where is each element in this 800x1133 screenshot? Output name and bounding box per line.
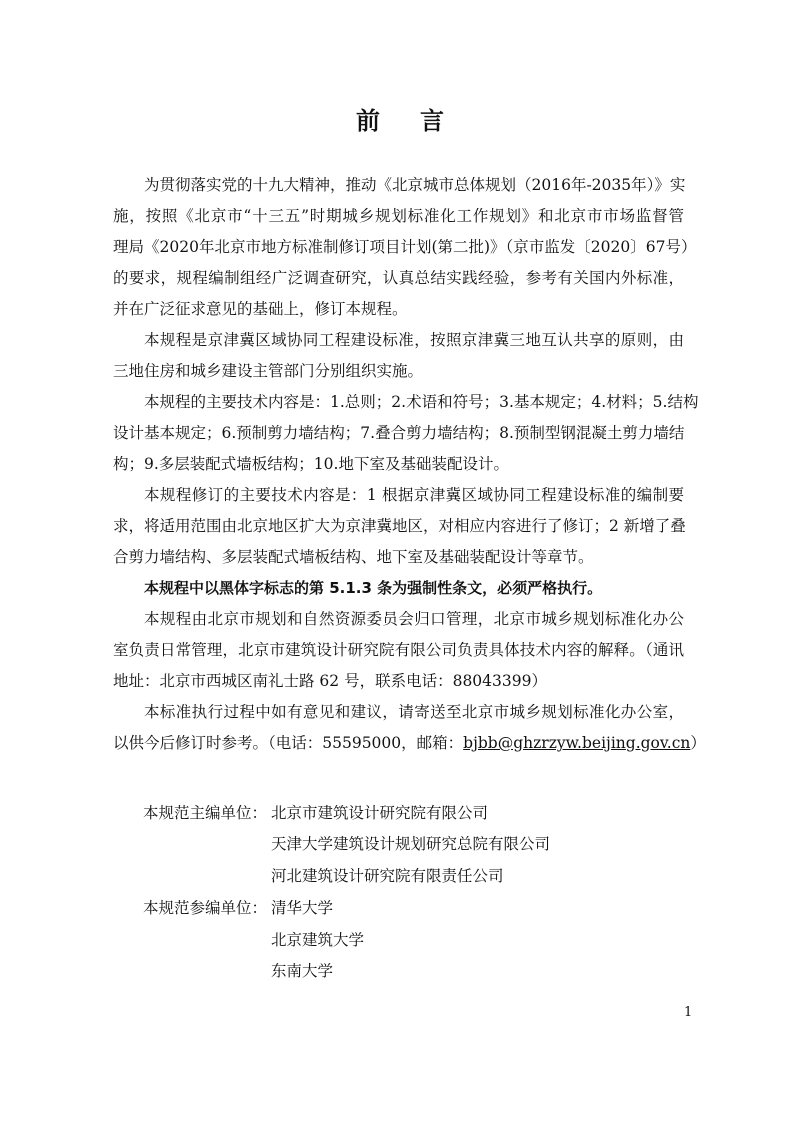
text-line: 并在广泛征求意见的基础上，修订本规程。	[113, 300, 408, 318]
chief-unit: 河北建筑设计研究院有限责任公司	[271, 867, 504, 885]
text-line: 本标准执行过程中如有意见和建议，请寄送至北京市城乡规划标准化办公室，	[144, 703, 684, 721]
mandatory-clause-notice: 本规程中以黑体字标志的第 5.1.3 条为强制性条文，必须严格执行。	[144, 579, 603, 597]
text-segment: 以供今后修订时参考。（电话：55595000，邮箱：	[113, 734, 464, 752]
text-line: 本规程的主要技术内容是：1.总则；2.术语和符号；3.基本规定；4.材料；5.结构	[144, 393, 699, 411]
text-line: 设计基本规定；6.预制剪力墙结构；7.叠合剪力墙结构；8.预制型钢混凝土剪力墙结	[113, 424, 685, 442]
text-line: 地址：北京市西城区南礼士路 62 号，联系电话：88043399）	[113, 672, 547, 690]
text-line: 为贯彻落实党的十九大精神，推动《北京城市总体规划（2016年-2035年）》实	[144, 176, 686, 194]
page-number: 1	[684, 1005, 693, 1020]
text-line: 合剪力墙结构、多层装配式墙板结构、地下室及基础装配设计等章节。	[113, 548, 594, 566]
text-line: 施，按照《北京市“十三五”时期城乡规划标准化工作规划》和北京市市场监督管	[113, 207, 684, 225]
text-line: 本规程是京津冀区域协同工程建设标准，按照京津冀三地互认共享的原则，由	[144, 331, 684, 349]
text-line: 的要求，规程编制组经广泛调查研究，认真总结实践经验，参考有关国内外标准，	[113, 269, 684, 287]
text-line: 室负责日常管理，北京市建筑设计研究院有限公司负责具体技术内容的解释。（通讯	[113, 641, 684, 659]
text-line	[113, 732, 706, 754]
participant-units-label: 本规范参编单位：	[143, 899, 268, 917]
chief-units-label: 本规范主编单位：	[143, 804, 268, 822]
text-line: 求，将适用范围由北京地区扩大为京津冀地区，对相应内容进行了修订；2 新增了叠	[113, 517, 686, 535]
text-line: 构；9.多层装配式墙板结构；10.地下室及基础装配设计。	[113, 455, 509, 473]
page-title: 前言	[356, 106, 484, 135]
participant-unit: 清华大学	[271, 899, 334, 917]
text-line: 理局《2020年北京市地方标准制修订项目计划(第二批)》（京市监发〔2020〕67号）	[113, 238, 697, 256]
participant-unit: 北京建筑大学	[271, 931, 365, 949]
text-line: 三地住房和城乡建设主管部门分别组织实施。	[113, 362, 424, 380]
text-segment: ）	[690, 734, 706, 752]
chief-unit: 天津大学建筑设计规划研究总院有限公司	[271, 835, 551, 853]
participant-unit: 东南大学	[271, 962, 334, 980]
text-line: 本规程修订的主要技术内容是：1 根据京津冀区域协同工程建设标准的编制要	[144, 486, 684, 504]
email-link[interactable]: bjbb@ghzrzyw.beijing.gov.cn	[463, 734, 691, 752]
text-line: 本规程由北京市规划和自然资源委员会归口管理，北京市城乡规划标准化办公	[144, 610, 684, 628]
chief-unit: 北京市建筑设计研究院有限公司	[271, 804, 489, 822]
